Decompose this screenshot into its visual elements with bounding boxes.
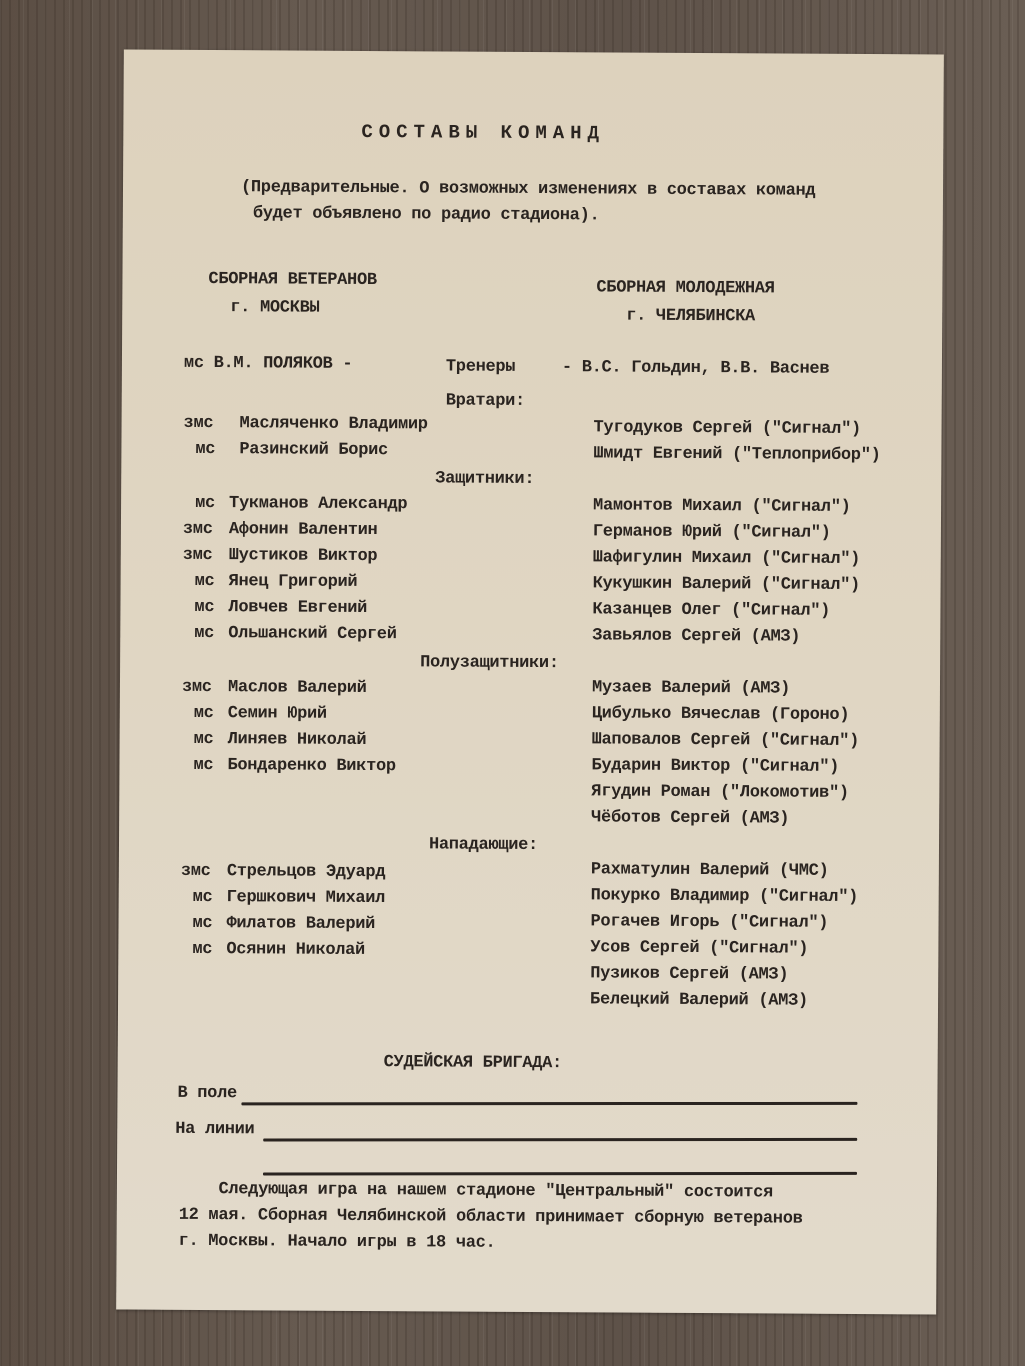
right-player: Шаповалов Сергей ("Сигнал") xyxy=(591,730,860,752)
left-player-rank: мс xyxy=(194,571,215,592)
left-player-name: Бондаренко Виктор xyxy=(227,756,396,777)
right-player: Тугодуков Сергей ("Сигнал") xyxy=(593,418,861,440)
team-left-name: СБОРНАЯ ВЕТЕРАНОВ xyxy=(208,270,377,291)
team-right-coach: - В.С. Гольдин, В.В. Васнев xyxy=(561,358,830,379)
coaches-label: Тренеры xyxy=(445,357,516,377)
left-player-rank: мс xyxy=(193,729,214,750)
subtitle-line-1: (Предварительные. О возможных изменениях в составах команд xyxy=(240,178,816,201)
right-player: Шмидт Евгений ("Теплоприбор") xyxy=(593,444,881,466)
section-defenders: Защитники: xyxy=(435,469,535,490)
left-player-rank: мс xyxy=(192,939,213,960)
left-player-name: Янец Григорий xyxy=(228,572,358,592)
left-player-rank: змс xyxy=(182,519,213,540)
right-player: Покурко Владимир ("Сигнал") xyxy=(590,886,859,908)
left-player-rank: мс xyxy=(192,887,213,908)
referee-line-blank-1 xyxy=(263,1138,857,1142)
right-player: Германов Юрий ("Сигнал") xyxy=(592,522,831,543)
right-player: Кукушкин Валерий ("Сигнал") xyxy=(592,574,861,596)
right-player: Пузиков Сергей (АМЗ) xyxy=(590,964,789,985)
left-player-rank: мс xyxy=(194,623,215,644)
left-player-name: Разинский Борис xyxy=(239,440,388,461)
team-right-city: г. ЧЕЛЯБИНСКА xyxy=(626,306,756,327)
right-player: Чёботов Сергей (АМЗ) xyxy=(591,808,790,829)
left-player-name: Маслов Валерий xyxy=(227,678,367,699)
team-left-city: г. МОСКВЫ xyxy=(230,298,320,318)
right-player: Бударин Виктор ("Сигнал") xyxy=(591,756,840,777)
left-player-name: Масляченко Владимир xyxy=(239,414,428,435)
right-player: Казанцев Олег ("Сигнал") xyxy=(592,600,831,621)
left-player-name: Шустиков Виктор xyxy=(228,546,378,567)
left-player-rank: змс xyxy=(182,545,213,566)
right-player: Белецкий Валерий (АМЗ) xyxy=(590,990,808,1011)
left-player-rank: мс xyxy=(195,439,216,460)
right-player: Музаев Валерий (АМЗ) xyxy=(591,678,791,699)
referee-field-blank xyxy=(241,1102,857,1106)
left-player-rank: змс xyxy=(180,861,211,882)
left-player-rank: змс xyxy=(181,677,212,698)
left-player-rank: мс xyxy=(195,493,215,514)
left-player-rank: змс xyxy=(183,413,214,434)
right-player: Мамонтов Михаил ("Сигнал") xyxy=(593,496,851,517)
left-player-rank: мс xyxy=(193,703,214,724)
right-player: Завьялов Сергей (АМЗ) xyxy=(592,626,801,647)
team-right-name: СБОРНАЯ МОЛОДЕЖНАЯ xyxy=(596,278,775,299)
footer-line-1: Следующая игра на нашем стадионе "Центральный" состоится xyxy=(178,1179,774,1203)
right-player: Рогачев Игорь ("Сигнал") xyxy=(590,912,829,933)
footer-line-2: 12 мая. Сборная Челябинской области принимает сборную ветеранов xyxy=(178,1205,803,1229)
left-player-name: Стрельцов Эдуард xyxy=(226,862,386,883)
left-player-name: Тукманов Александр xyxy=(229,494,408,515)
document-title: СОСТАВЫ КОМАНД xyxy=(361,120,606,145)
section-midfielders: Полузащитники: xyxy=(420,653,559,674)
right-player: Цибулько Вячеслав (Гороно) xyxy=(591,704,850,725)
left-player-name: Ловчев Евгений xyxy=(228,598,368,619)
section-forwards: Нападающие: xyxy=(428,835,538,856)
left-player-rank: мс xyxy=(194,597,215,618)
left-player-name: Осянин Николай xyxy=(226,940,366,960)
referee-line-label: На линии xyxy=(175,1119,255,1140)
right-player: Рахматулин Валерий (ЧМС) xyxy=(590,860,829,881)
left-player-rank: мс xyxy=(192,913,213,934)
left-player-name: Ольшанский Сергей xyxy=(228,624,397,645)
left-player-name: Гершкович Михаил xyxy=(226,888,386,909)
team-lineup-sheet xyxy=(116,50,944,1315)
subtitle-line-2: будет объявлено по радио стадиона). xyxy=(252,204,600,226)
left-player-name: Афонин Валентин xyxy=(228,520,378,541)
right-player: Усов Сергей ("Сигнал") xyxy=(590,938,809,959)
right-player: Ягудин Роман ("Локомотив") xyxy=(591,782,849,803)
left-player-name: Линяев Николай xyxy=(227,730,367,751)
team-left-coach: мс В.М. ПОЛЯКОВ - xyxy=(183,353,353,374)
referees-heading: СУДЕЙСКАЯ БРИГАДА: xyxy=(383,1053,562,1074)
referee-field-label: В поле xyxy=(177,1083,237,1104)
referee-line-blank-2 xyxy=(263,1172,857,1176)
left-player-name: Семин Юрий xyxy=(227,704,327,724)
section-goalkeepers: Вратари: xyxy=(445,391,525,411)
left-player-name: Филатов Валерий xyxy=(226,914,376,935)
footer-line-3: г. Москвы. Начало игры в 18 час. xyxy=(178,1231,496,1253)
left-player-rank: мс xyxy=(193,755,214,776)
right-player: Шафигулин Михаил ("Сигнал") xyxy=(592,548,861,570)
